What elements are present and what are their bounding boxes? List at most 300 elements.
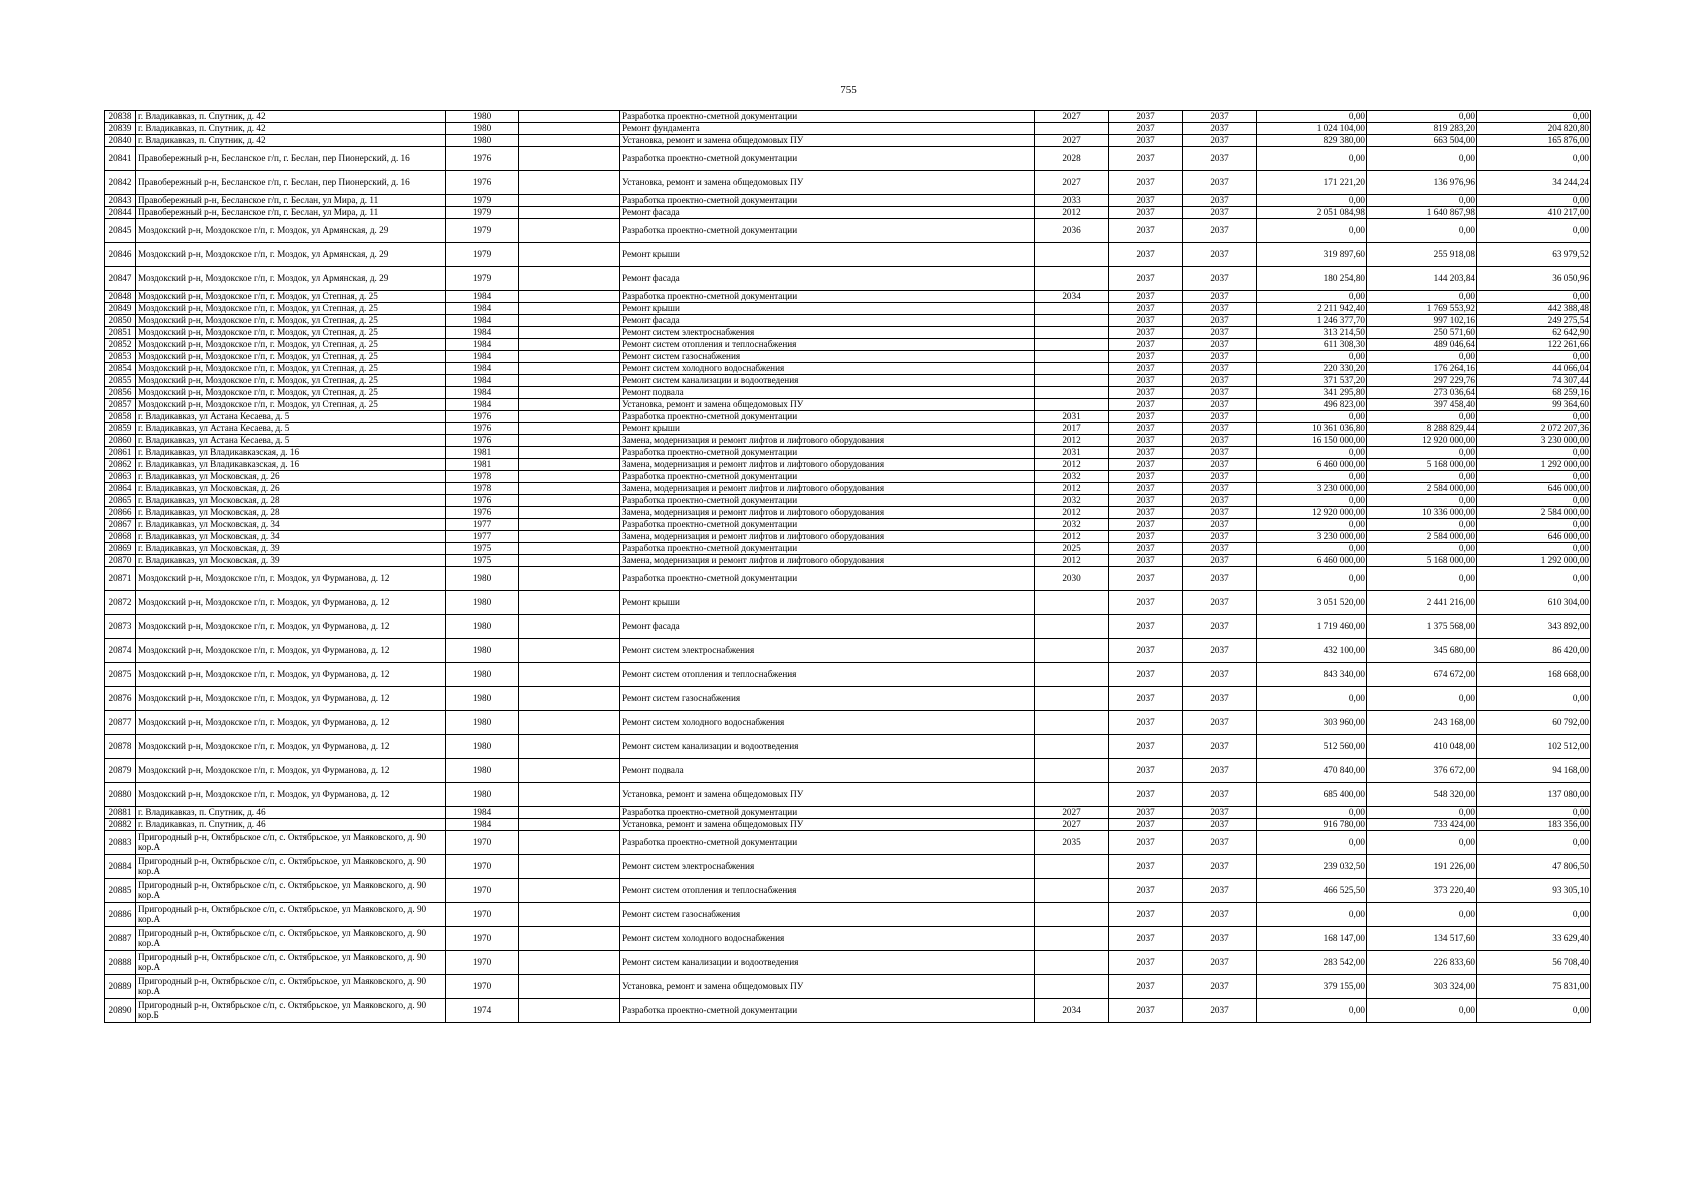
year-built: 1977 xyxy=(446,531,519,543)
total-cost: 0,00 xyxy=(1257,567,1367,591)
work-type: Разработка проектно-сметной документации xyxy=(620,111,1035,123)
last-repair-year xyxy=(1035,879,1109,903)
address: Моздокский р-н, Моздокское г/п, г. Моздок, ул Фурманова, д. 12 xyxy=(136,735,446,759)
owner-cost: 343 892,00 xyxy=(1477,615,1591,639)
fund-cost: 144 203,84 xyxy=(1367,267,1477,291)
table-row xyxy=(105,735,1591,759)
fund-cost: 0,00 xyxy=(1367,147,1477,171)
work-type: Ремонт систем канализации и водоотведения xyxy=(620,951,1035,975)
row-number: 20880 xyxy=(105,783,136,807)
work-type: Разработка проектно-сметной документации xyxy=(620,147,1035,171)
owner-cost: 442 388,48 xyxy=(1477,303,1591,315)
fund-cost: 2 584 000,00 xyxy=(1367,483,1477,495)
table-row xyxy=(105,927,1591,951)
last-repair-year xyxy=(1035,399,1109,411)
fund-cost: 0,00 xyxy=(1367,807,1477,819)
total-cost: 313 214,50 xyxy=(1257,327,1367,339)
empty-cell xyxy=(519,387,620,399)
total-cost: 379 155,00 xyxy=(1257,975,1367,999)
plan-start-year: 2037 xyxy=(1109,327,1183,339)
row-number: 20882 xyxy=(105,819,136,831)
work-type: Установка, ремонт и замена общедомовых ПУ xyxy=(620,399,1035,411)
total-cost: 2 211 942,40 xyxy=(1257,303,1367,315)
empty-cell xyxy=(519,147,620,171)
total-cost: 0,00 xyxy=(1257,447,1367,459)
total-cost: 843 340,00 xyxy=(1257,663,1367,687)
table-row xyxy=(105,351,1591,363)
address: г. Владикавказ, п. Спутник, д. 46 xyxy=(136,807,446,819)
plan-start-year: 2037 xyxy=(1109,531,1183,543)
plan-end-year: 2037 xyxy=(1183,711,1257,735)
year-built: 1976 xyxy=(446,435,519,447)
row-number: 20846 xyxy=(105,243,136,267)
year-built: 1979 xyxy=(446,219,519,243)
plan-end-year: 2037 xyxy=(1183,435,1257,447)
plan-end-year: 2037 xyxy=(1183,399,1257,411)
plan-end-year: 2037 xyxy=(1183,387,1257,399)
row-number: 20844 xyxy=(105,207,136,219)
plan-start-year: 2037 xyxy=(1109,495,1183,507)
row-number: 20886 xyxy=(105,903,136,927)
year-built: 1984 xyxy=(446,375,519,387)
last-repair-year: 2027 xyxy=(1035,135,1109,147)
owner-cost: 1 292 000,00 xyxy=(1477,555,1591,567)
plan-start-year: 2037 xyxy=(1109,663,1183,687)
fund-cost: 134 517,60 xyxy=(1367,927,1477,951)
plan-end-year: 2037 xyxy=(1183,303,1257,315)
last-repair-year: 2012 xyxy=(1035,459,1109,471)
address: г. Владикавказ, ул Владикавказская, д. 16 xyxy=(136,447,446,459)
table-row xyxy=(105,555,1591,567)
total-cost: 0,00 xyxy=(1257,903,1367,927)
owner-cost: 0,00 xyxy=(1477,519,1591,531)
table-row xyxy=(105,879,1591,903)
work-type: Ремонт систем электроснабжения xyxy=(620,639,1035,663)
plan-start-year: 2037 xyxy=(1109,411,1183,423)
address: Моздокский р-н, Моздокское г/п, г. Моздок, ул Степная, д. 25 xyxy=(136,387,446,399)
fund-cost: 345 680,00 xyxy=(1367,639,1477,663)
total-cost: 0,00 xyxy=(1257,411,1367,423)
plan-end-year: 2037 xyxy=(1183,147,1257,171)
work-type: Разработка проектно-сметной документации xyxy=(620,471,1035,483)
empty-cell xyxy=(519,195,620,207)
total-cost: 0,00 xyxy=(1257,111,1367,123)
empty-cell xyxy=(519,207,620,219)
empty-cell xyxy=(519,435,620,447)
plan-start-year: 2037 xyxy=(1109,471,1183,483)
empty-cell xyxy=(519,711,620,735)
last-repair-year xyxy=(1035,663,1109,687)
address: г. Владикавказ, п. Спутник, д. 42 xyxy=(136,123,446,135)
plan-end-year: 2037 xyxy=(1183,879,1257,903)
fund-cost: 489 046,64 xyxy=(1367,339,1477,351)
row-number: 20868 xyxy=(105,531,136,543)
owner-cost: 3 230 000,00 xyxy=(1477,435,1591,447)
table-row xyxy=(105,291,1591,303)
plan-start-year: 2037 xyxy=(1109,435,1183,447)
row-number: 20888 xyxy=(105,951,136,975)
empty-cell xyxy=(519,975,620,999)
row-number: 20887 xyxy=(105,927,136,951)
last-repair-year xyxy=(1035,327,1109,339)
empty-cell xyxy=(519,171,620,195)
year-built: 1977 xyxy=(446,519,519,531)
work-type: Ремонт крыши xyxy=(620,243,1035,267)
year-built: 1980 xyxy=(446,687,519,711)
last-repair-year: 2027 xyxy=(1035,807,1109,819)
fund-cost: 10 336 000,00 xyxy=(1367,507,1477,519)
plan-end-year: 2037 xyxy=(1183,471,1257,483)
work-type: Разработка проектно-сметной документации xyxy=(620,495,1035,507)
year-built: 1976 xyxy=(446,495,519,507)
fund-cost: 2 441 216,00 xyxy=(1367,591,1477,615)
last-repair-year xyxy=(1035,735,1109,759)
row-number: 20842 xyxy=(105,171,136,195)
work-type: Разработка проектно-сметной документации xyxy=(620,999,1035,1023)
owner-cost: 1 292 000,00 xyxy=(1477,459,1591,471)
row-number: 20862 xyxy=(105,459,136,471)
owner-cost: 60 792,00 xyxy=(1477,711,1591,735)
plan-end-year: 2037 xyxy=(1183,903,1257,927)
plan-start-year: 2037 xyxy=(1109,783,1183,807)
fund-cost: 674 672,00 xyxy=(1367,663,1477,687)
empty-cell xyxy=(519,615,620,639)
year-built: 1976 xyxy=(446,411,519,423)
fund-cost: 0,00 xyxy=(1367,999,1477,1023)
last-repair-year: 2032 xyxy=(1035,495,1109,507)
last-repair-year: 2012 xyxy=(1035,483,1109,495)
table-row xyxy=(105,663,1591,687)
work-type: Ремонт фасада xyxy=(620,267,1035,291)
row-number: 20852 xyxy=(105,339,136,351)
row-number: 20871 xyxy=(105,567,136,591)
owner-cost: 204 820,80 xyxy=(1477,123,1591,135)
owner-cost: 249 275,54 xyxy=(1477,315,1591,327)
address: Моздокский р-н, Моздокское г/п, г. Моздок, ул Фурманова, д. 12 xyxy=(136,783,446,807)
plan-start-year: 2037 xyxy=(1109,363,1183,375)
fund-cost: 997 102,16 xyxy=(1367,315,1477,327)
owner-cost: 75 831,00 xyxy=(1477,975,1591,999)
owner-cost: 0,00 xyxy=(1477,291,1591,303)
empty-cell xyxy=(519,423,620,435)
table-row xyxy=(105,435,1591,447)
plan-end-year: 2037 xyxy=(1183,339,1257,351)
work-type: Разработка проектно-сметной документации xyxy=(620,519,1035,531)
table-row xyxy=(105,171,1591,195)
last-repair-year xyxy=(1035,687,1109,711)
last-repair-year: 2027 xyxy=(1035,171,1109,195)
table-row xyxy=(105,447,1591,459)
year-built: 1970 xyxy=(446,927,519,951)
total-cost: 1 024 104,00 xyxy=(1257,123,1367,135)
row-number: 20889 xyxy=(105,975,136,999)
empty-cell xyxy=(519,483,620,495)
empty-cell xyxy=(519,327,620,339)
fund-cost: 0,00 xyxy=(1367,291,1477,303)
owner-cost: 63 979,52 xyxy=(1477,243,1591,267)
last-repair-year: 2028 xyxy=(1035,147,1109,171)
table-row xyxy=(105,951,1591,975)
owner-cost: 0,00 xyxy=(1477,147,1591,171)
row-number: 20850 xyxy=(105,315,136,327)
plan-end-year: 2037 xyxy=(1183,567,1257,591)
last-repair-year xyxy=(1035,927,1109,951)
row-number: 20858 xyxy=(105,411,136,423)
table-row xyxy=(105,807,1591,819)
address: г. Владикавказ, ул Московская, д. 39 xyxy=(136,543,446,555)
fund-cost: 0,00 xyxy=(1367,903,1477,927)
plan-end-year: 2037 xyxy=(1183,495,1257,507)
table-row xyxy=(105,903,1591,927)
work-type: Ремонт крыши xyxy=(620,423,1035,435)
work-type: Установка, ремонт и замена общедомовых ПУ xyxy=(620,135,1035,147)
plan-start-year: 2037 xyxy=(1109,423,1183,435)
table-row xyxy=(105,135,1591,147)
owner-cost: 34 244,24 xyxy=(1477,171,1591,195)
plan-start-year: 2037 xyxy=(1109,291,1183,303)
total-cost: 916 780,00 xyxy=(1257,819,1367,831)
table-row xyxy=(105,483,1591,495)
plan-end-year: 2037 xyxy=(1183,171,1257,195)
plan-start-year: 2037 xyxy=(1109,171,1183,195)
empty-cell xyxy=(519,951,620,975)
owner-cost: 0,00 xyxy=(1477,543,1591,555)
work-type: Замена, модернизация и ремонт лифтов и лифтового оборудования xyxy=(620,483,1035,495)
fund-cost: 273 036,64 xyxy=(1367,387,1477,399)
empty-cell xyxy=(519,783,620,807)
work-type: Ремонт фундамента xyxy=(620,123,1035,135)
empty-cell xyxy=(519,531,620,543)
year-built: 1984 xyxy=(446,291,519,303)
owner-cost: 410 217,00 xyxy=(1477,207,1591,219)
total-cost: 496 823,00 xyxy=(1257,399,1367,411)
total-cost: 0,00 xyxy=(1257,999,1367,1023)
empty-cell xyxy=(519,543,620,555)
year-built: 1980 xyxy=(446,591,519,615)
fund-cost: 663 504,00 xyxy=(1367,135,1477,147)
plan-end-year: 2037 xyxy=(1183,819,1257,831)
table-row xyxy=(105,471,1591,483)
owner-cost: 0,00 xyxy=(1477,903,1591,927)
year-built: 1979 xyxy=(446,243,519,267)
row-number: 20854 xyxy=(105,363,136,375)
work-type: Установка, ремонт и замена общедомовых ПУ xyxy=(620,783,1035,807)
plan-end-year: 2037 xyxy=(1183,975,1257,999)
address: г. Владикавказ, ул Астана Кесаева, д. 5 xyxy=(136,423,446,435)
address: Моздокский р-н, Моздокское г/п, г. Моздок, ул Фурманова, д. 12 xyxy=(136,615,446,639)
total-cost: 6 460 000,00 xyxy=(1257,459,1367,471)
plan-start-year: 2037 xyxy=(1109,111,1183,123)
total-cost: 829 380,00 xyxy=(1257,135,1367,147)
address: Моздокский р-н, Моздокское г/п, г. Моздок, ул Армянская, д. 29 xyxy=(136,219,446,243)
empty-cell xyxy=(519,219,620,243)
work-type: Разработка проектно-сметной документации xyxy=(620,411,1035,423)
owner-cost: 0,00 xyxy=(1477,447,1591,459)
row-number: 20865 xyxy=(105,495,136,507)
plan-start-year: 2037 xyxy=(1109,135,1183,147)
fund-cost: 733 424,00 xyxy=(1367,819,1477,831)
plan-end-year: 2037 xyxy=(1183,555,1257,567)
row-number: 20879 xyxy=(105,759,136,783)
table-row xyxy=(105,783,1591,807)
plan-end-year: 2037 xyxy=(1183,219,1257,243)
last-repair-year xyxy=(1035,375,1109,387)
address: г. Владикавказ, ул Астана Кесаева, д. 5 xyxy=(136,435,446,447)
work-type: Ремонт систем отопления и теплоснабжения xyxy=(620,339,1035,351)
row-number: 20867 xyxy=(105,519,136,531)
year-built: 1984 xyxy=(446,819,519,831)
address: Правобережный р-н, Беслaнское г/п, г. Беслан, пер Пионерский, д. 16 xyxy=(136,147,446,171)
address: г. Владикавказ, п. Спутник, д. 46 xyxy=(136,819,446,831)
empty-cell xyxy=(519,495,620,507)
address: Моздокский р-н, Моздокское г/п, г. Моздок, ул Степная, д. 25 xyxy=(136,339,446,351)
owner-cost: 0,00 xyxy=(1477,219,1591,243)
total-cost: 466 525,50 xyxy=(1257,879,1367,903)
address: г. Владикавказ, ул Московская, д. 28 xyxy=(136,507,446,519)
table-row xyxy=(105,339,1591,351)
plan-start-year: 2037 xyxy=(1109,855,1183,879)
last-repair-year xyxy=(1035,363,1109,375)
owner-cost: 0,00 xyxy=(1477,351,1591,363)
plan-start-year: 2037 xyxy=(1109,975,1183,999)
table-row xyxy=(105,219,1591,243)
table-row xyxy=(105,591,1591,615)
address: Моздокский р-н, Моздокское г/п, г. Моздок, ул Степная, д. 25 xyxy=(136,351,446,363)
last-repair-year xyxy=(1035,267,1109,291)
fund-cost: 410 048,00 xyxy=(1367,735,1477,759)
plan-start-year: 2037 xyxy=(1109,459,1183,471)
work-type: Ремонт систем электроснабжения xyxy=(620,855,1035,879)
year-built: 1984 xyxy=(446,315,519,327)
total-cost: 685 400,00 xyxy=(1257,783,1367,807)
empty-cell xyxy=(519,303,620,315)
row-number: 20859 xyxy=(105,423,136,435)
table-row xyxy=(105,819,1591,831)
empty-cell xyxy=(519,471,620,483)
total-cost: 3 230 000,00 xyxy=(1257,483,1367,495)
plan-start-year: 2037 xyxy=(1109,567,1183,591)
empty-cell xyxy=(519,315,620,327)
work-type: Разработка проектно-сметной документации xyxy=(620,831,1035,855)
table-row xyxy=(105,195,1591,207)
fund-cost: 12 920 000,00 xyxy=(1367,435,1477,447)
plan-start-year: 2037 xyxy=(1109,555,1183,567)
table-row xyxy=(105,243,1591,267)
plan-end-year: 2037 xyxy=(1183,423,1257,435)
year-built: 1980 xyxy=(446,663,519,687)
year-built: 1984 xyxy=(446,339,519,351)
plan-start-year: 2037 xyxy=(1109,483,1183,495)
empty-cell xyxy=(519,927,620,951)
owner-cost: 0,00 xyxy=(1477,567,1591,591)
total-cost: 171 221,20 xyxy=(1257,171,1367,195)
plan-start-year: 2037 xyxy=(1109,711,1183,735)
address: Моздокский р-н, Моздокское г/п, г. Моздок, ул Степная, д. 25 xyxy=(136,363,446,375)
row-number: 20855 xyxy=(105,375,136,387)
owner-cost: 165 876,00 xyxy=(1477,135,1591,147)
empty-cell xyxy=(519,567,620,591)
fund-cost: 0,00 xyxy=(1367,447,1477,459)
owner-cost: 62 642,90 xyxy=(1477,327,1591,339)
plan-end-year: 2037 xyxy=(1183,531,1257,543)
total-cost: 611 308,30 xyxy=(1257,339,1367,351)
work-type: Ремонт систем отопления и теплоснабжения xyxy=(620,663,1035,687)
owner-cost: 0,00 xyxy=(1477,471,1591,483)
address: Моздокский р-н, Моздокское г/п, г. Моздок, ул Армянская, д. 29 xyxy=(136,243,446,267)
address: г. Владикавказ, п. Спутник, д. 42 xyxy=(136,135,446,147)
total-cost: 10 361 036,80 xyxy=(1257,423,1367,435)
plan-start-year: 2037 xyxy=(1109,591,1183,615)
year-built: 1970 xyxy=(446,975,519,999)
row-number: 20873 xyxy=(105,615,136,639)
row-number: 20856 xyxy=(105,387,136,399)
total-cost: 341 295,80 xyxy=(1257,387,1367,399)
plan-end-year: 2037 xyxy=(1183,411,1257,423)
plan-end-year: 2037 xyxy=(1183,351,1257,363)
total-cost: 168 147,00 xyxy=(1257,927,1367,951)
table-row xyxy=(105,387,1591,399)
address: Пригородный р-н, Октябрьское с/п, с. Октябрьское, ул Маяковского, д. 90 кор.А xyxy=(136,975,446,999)
year-built: 1984 xyxy=(446,387,519,399)
fund-cost: 0,00 xyxy=(1367,351,1477,363)
page-number: 755 xyxy=(840,84,857,96)
fund-cost: 176 264,16 xyxy=(1367,363,1477,375)
row-number: 20860 xyxy=(105,435,136,447)
row-number: 20872 xyxy=(105,591,136,615)
fund-cost: 2 584 000,00 xyxy=(1367,531,1477,543)
capital-repair-table xyxy=(104,110,1591,1023)
work-type: Разработка проектно-сметной документации xyxy=(620,195,1035,207)
fund-cost: 1 769 553,92 xyxy=(1367,303,1477,315)
row-number: 20845 xyxy=(105,219,136,243)
year-built: 1984 xyxy=(446,399,519,411)
fund-cost: 0,00 xyxy=(1367,567,1477,591)
last-repair-year xyxy=(1035,315,1109,327)
table-row xyxy=(105,999,1591,1023)
table-row xyxy=(105,615,1591,639)
plan-end-year: 2037 xyxy=(1183,759,1257,783)
fund-cost: 1 375 568,00 xyxy=(1367,615,1477,639)
plan-start-year: 2037 xyxy=(1109,303,1183,315)
year-built: 1980 xyxy=(446,615,519,639)
plan-start-year: 2037 xyxy=(1109,807,1183,819)
last-repair-year: 2034 xyxy=(1035,291,1109,303)
total-cost: 0,00 xyxy=(1257,291,1367,303)
fund-cost: 0,00 xyxy=(1367,219,1477,243)
row-number: 20838 xyxy=(105,111,136,123)
table-row xyxy=(105,123,1591,135)
last-repair-year xyxy=(1035,975,1109,999)
row-number: 20848 xyxy=(105,291,136,303)
owner-cost: 56 708,40 xyxy=(1477,951,1591,975)
table-row xyxy=(105,411,1591,423)
row-number: 20849 xyxy=(105,303,136,315)
address: Моздокский р-н, Моздокское г/п, г. Моздок, ул Степная, д. 25 xyxy=(136,375,446,387)
address: Правобережный р-н, Беслaнское г/п, г. Беслан, пер Пионерский, д. 16 xyxy=(136,171,446,195)
row-number: 20841 xyxy=(105,147,136,171)
row-number: 20881 xyxy=(105,807,136,819)
plan-end-year: 2037 xyxy=(1183,291,1257,303)
total-cost: 0,00 xyxy=(1257,543,1367,555)
fund-cost: 243 168,00 xyxy=(1367,711,1477,735)
last-repair-year: 2012 xyxy=(1035,507,1109,519)
plan-end-year: 2037 xyxy=(1183,327,1257,339)
row-number: 20843 xyxy=(105,195,136,207)
row-number: 20885 xyxy=(105,879,136,903)
empty-cell xyxy=(519,375,620,387)
last-repair-year xyxy=(1035,303,1109,315)
work-type: Разработка проектно-сметной документации xyxy=(620,807,1035,819)
